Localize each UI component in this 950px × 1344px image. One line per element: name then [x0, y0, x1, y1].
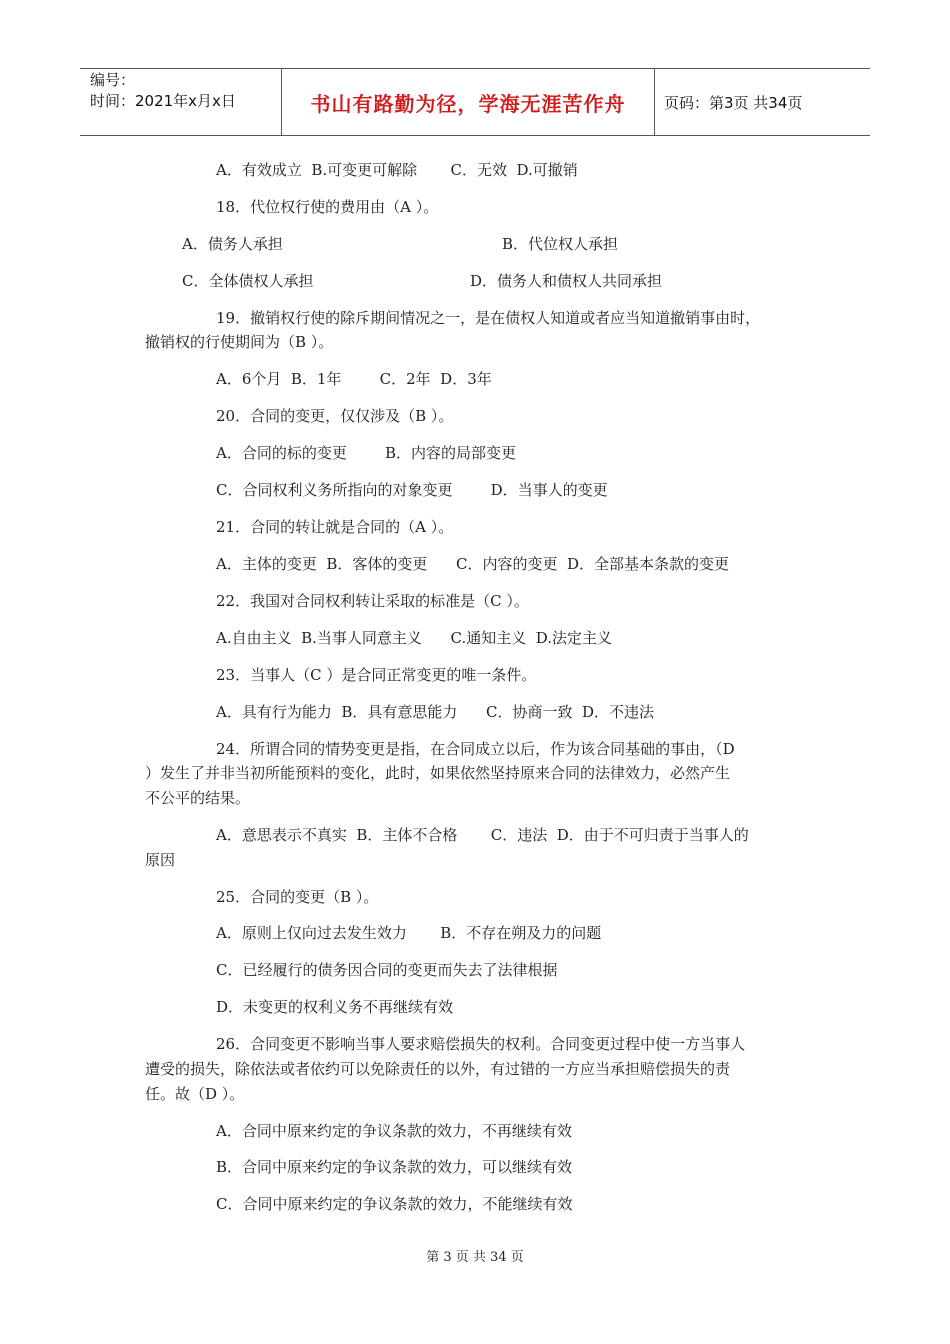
option-line: C．已经履行的债务因合同的变更而失去了法律根据	[216, 961, 558, 979]
text-line: A．有效成立 B.可变更可解除 C．无效 D.可撤销	[216, 161, 578, 179]
question-line: 任。故（D ）。	[145, 1085, 245, 1103]
question-line: 22．我国对合同权利转让采取的标准是（C ）。	[216, 592, 529, 610]
question-line: 遭受的损失，除依法或者依约可以免除责任的以外，有过错的一方应当承担赔偿损失的责	[145, 1060, 731, 1078]
option-line: A．主体的变更 B．客体的变更 C．内容的变更 D．全部基本条款的变更	[216, 555, 730, 573]
page-footer: 第 3 页 共 34 页	[426, 1250, 524, 1265]
header-divider-right	[654, 68, 655, 136]
option-line: D．未变更的权利义务不再继续有效	[216, 998, 454, 1016]
option-line: C．合同中原来约定的争议条款的效力，不能继续有效	[216, 1195, 573, 1213]
option-line: B．代位权人承担	[502, 235, 619, 253]
question-line: ）发生了并非当初所能预料的变化，此时，如果依然坚持原来合同的法律效力，必然产生	[145, 764, 731, 782]
header-top-rule	[80, 68, 870, 69]
option-line: B．合同中原来约定的争议条款的效力，可以继续有效	[216, 1158, 573, 1176]
question-line: 不公平的结果。	[145, 789, 251, 807]
option-line: A．债务人承担	[182, 235, 283, 253]
option-line: A．具有行为能力 B．具有意思能力 C．协商一致 D．不违法	[216, 703, 655, 721]
option-line: A．合同中原来约定的争议条款的效力，不再继续有效	[216, 1122, 572, 1140]
document-number-label: 编号：	[90, 71, 136, 89]
question-line: 24．所谓合同的情势变更是指，在合同成立以后，作为该合同基础的事由，（D	[216, 740, 735, 758]
option-line: C．合同权利义务所指向的对象变更 D．当事人的变更	[216, 481, 608, 499]
question-line: 撤销权的行使期间为（B ）。	[145, 333, 334, 351]
header-meta	[90, 70, 236, 112]
option-line: A．6个月 B．1年 C．2年 D．3年	[216, 370, 492, 388]
question-line: 20．合同的变更，仅仅涉及（B ）。	[216, 407, 454, 425]
header-motto: 书山有路勤为径，学海无涯苦作舟	[310, 92, 626, 116]
option-line: C．全体债权人承担	[182, 272, 314, 290]
option-line: D．债务人和债权人共同承担	[470, 272, 663, 290]
option-line: A．意思表示不真实 B．主体不合格 C．违法 D．由于不可归责于当事人的	[216, 826, 749, 844]
option-line: A.自由主义 B.当事人同意主义 C.通知主义 D.法定主义	[216, 629, 613, 647]
question-line: 25．合同的变更（B ）。	[216, 888, 379, 906]
document-date: 时间：2021年x月x日	[90, 92, 236, 110]
question-line: 18．代位权行使的费用由（A ）。	[216, 198, 439, 216]
option-line: A．原则上仅向过去发生效力 B．不存在朔及力的问题	[216, 924, 602, 942]
question-line: 21．合同的转让就是合同的（A ）。	[216, 518, 454, 536]
question-line: 23．当事人（C ）是合同正常变更的唯一条件。	[216, 666, 537, 684]
option-line: A．合同的标的变更 B．内容的局部变更	[216, 444, 517, 462]
question-line: 26．合同变更不影响当事人要求赔偿损失的权利。合同变更过程中使一方当事人	[216, 1035, 746, 1053]
header-bottom-rule	[80, 135, 870, 136]
question-line: 19．撤销权行使的除斥期间情况之一，是在债权人知道或者应当知道撤销事由时，	[216, 309, 761, 327]
option-line: 原因	[145, 851, 176, 869]
header-page-info: 页码：第3页 共34页	[664, 94, 803, 112]
